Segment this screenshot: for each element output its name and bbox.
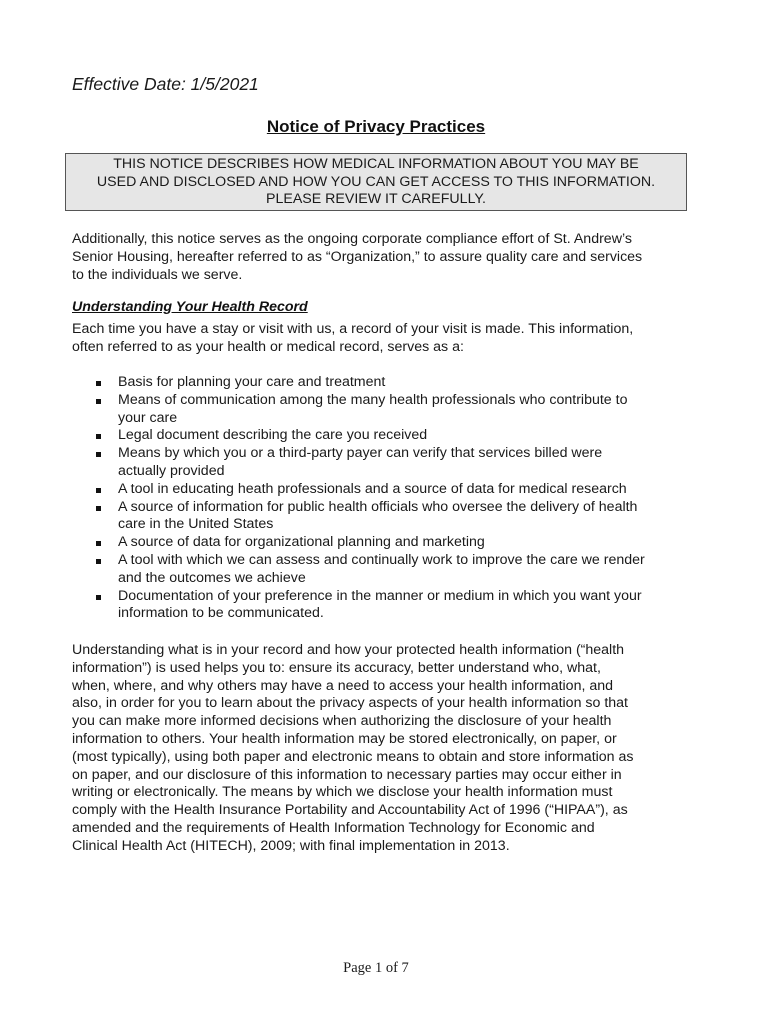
list-item xyxy=(72,588,692,624)
square-bullet-icon xyxy=(96,399,101,404)
paragraph-line: Clinical Health Act (HITECH), 2009; with final implementation in 2013. xyxy=(72,837,510,854)
list-item-line: A source of information for public health officials who oversee the delivery of health xyxy=(118,498,638,515)
paragraph-line: you can make more informed decisions when authorizing the disclosure of your health xyxy=(72,713,612,730)
list-item xyxy=(72,392,692,428)
page-number: Page 1 of 7 xyxy=(343,960,409,976)
paragraph-line: information to others. Your health information may be stored electronically, on paper, or xyxy=(72,730,617,747)
square-bullet-icon xyxy=(96,434,101,439)
list-item-line: and the outcomes we achieve xyxy=(118,569,306,586)
notice-line: THIS NOTICE DESCRIBES HOW MEDICAL INFORMATION ABOUT YOU MAY BE xyxy=(113,156,639,172)
list-item xyxy=(72,499,692,535)
paragraph-line: amended and the requirements of Health Information Technology for Economic and xyxy=(72,819,595,836)
paragraph-line: on paper, and our disclosure of this information to necessary parties may occur either in xyxy=(72,766,622,783)
list-item-line: Documentation of your preference in the manner or medium in which you want your xyxy=(118,587,642,604)
list-item-line: Means of communication among the many health professionals who contribute to xyxy=(118,391,628,408)
section-line: Each time you have a stay or visit with us, a record of your visit is made. This information, xyxy=(72,321,634,337)
notice-box xyxy=(65,153,687,211)
square-bullet-icon xyxy=(96,541,101,546)
intro-line: to the individuals we serve. xyxy=(72,266,243,283)
square-bullet-icon xyxy=(96,559,101,564)
list-item-line: care in the United States xyxy=(118,516,274,533)
list-item-line: actually provided xyxy=(118,462,225,479)
intro-paragraph xyxy=(72,231,692,284)
effective-date: Effective Date: 1/5/2021 xyxy=(72,74,259,94)
list-item xyxy=(72,445,692,481)
list-item xyxy=(72,427,692,445)
square-bullet-icon xyxy=(96,506,101,511)
list-item-line: A tool in educating heath professionals and a source of data for medical research xyxy=(118,480,627,497)
list-item xyxy=(72,481,692,499)
list-item-line: your care xyxy=(118,409,178,426)
section-heading: Understanding Your Health Record xyxy=(72,299,308,315)
page-title: Notice of Privacy Practices xyxy=(266,117,486,136)
list-item-line: Means by which you or a third-party payer can verify that services billed were xyxy=(118,445,603,462)
paragraph-line: (most typically), using both paper and electronic means to obtain and store information as xyxy=(72,748,634,765)
square-bullet-icon xyxy=(96,381,101,386)
list-item-line: information to be communicated. xyxy=(118,605,324,622)
paragraph-line: Understanding what is in your record and how your protected health information (“health xyxy=(72,642,625,658)
list-item xyxy=(72,534,692,552)
notice-line: USED AND DISCLOSED AND HOW YOU CAN GET ACCESS TO THIS INFORMATION. xyxy=(96,173,656,190)
paragraph-line: information”) is used helps you to: ensure its accuracy, better understand who, what, xyxy=(72,659,601,676)
intro-line: Additionally, this notice serves as the ongoing corporate compliance effort of St. Andrew’s xyxy=(72,231,632,247)
paragraph-line: comply with the Health Insurance Portability and Accountability Act of 1996 (“HIPAA”), as xyxy=(72,802,628,819)
paragraph-line: when, where, and why others may have a need to access your health information, and xyxy=(72,677,614,694)
notice-line: PLEASE REVIEW IT CAREFULLY. xyxy=(266,191,486,208)
list-item-line: A source of data for organizational planning and marketing xyxy=(118,534,485,551)
list-item-line: Basis for planning your care and treatment xyxy=(118,374,386,390)
square-bullet-icon xyxy=(96,452,101,457)
square-bullet-icon xyxy=(96,488,101,493)
bullet-list xyxy=(72,374,692,623)
list-item xyxy=(72,374,692,392)
section-line: often referred to as your health or medical record, serves as a: xyxy=(72,338,464,355)
list-item xyxy=(72,552,692,588)
health-information-paragraph xyxy=(72,642,692,856)
square-bullet-icon xyxy=(96,595,101,600)
paragraph-line: writing or electronically. The means by which we disclose your health information must xyxy=(72,784,613,801)
list-item-line: A tool with which we can assess and continually work to improve the care we render xyxy=(118,551,645,568)
list-item-line: Legal document describing the care you received xyxy=(118,427,428,444)
intro-line: Senior Housing, hereafter referred to as “Organization,” to assure quality care and services xyxy=(72,248,643,265)
paragraph-line: also, in order for you to learn about the privacy aspects of your health information so that xyxy=(72,695,628,712)
section-paragraph xyxy=(72,321,692,357)
